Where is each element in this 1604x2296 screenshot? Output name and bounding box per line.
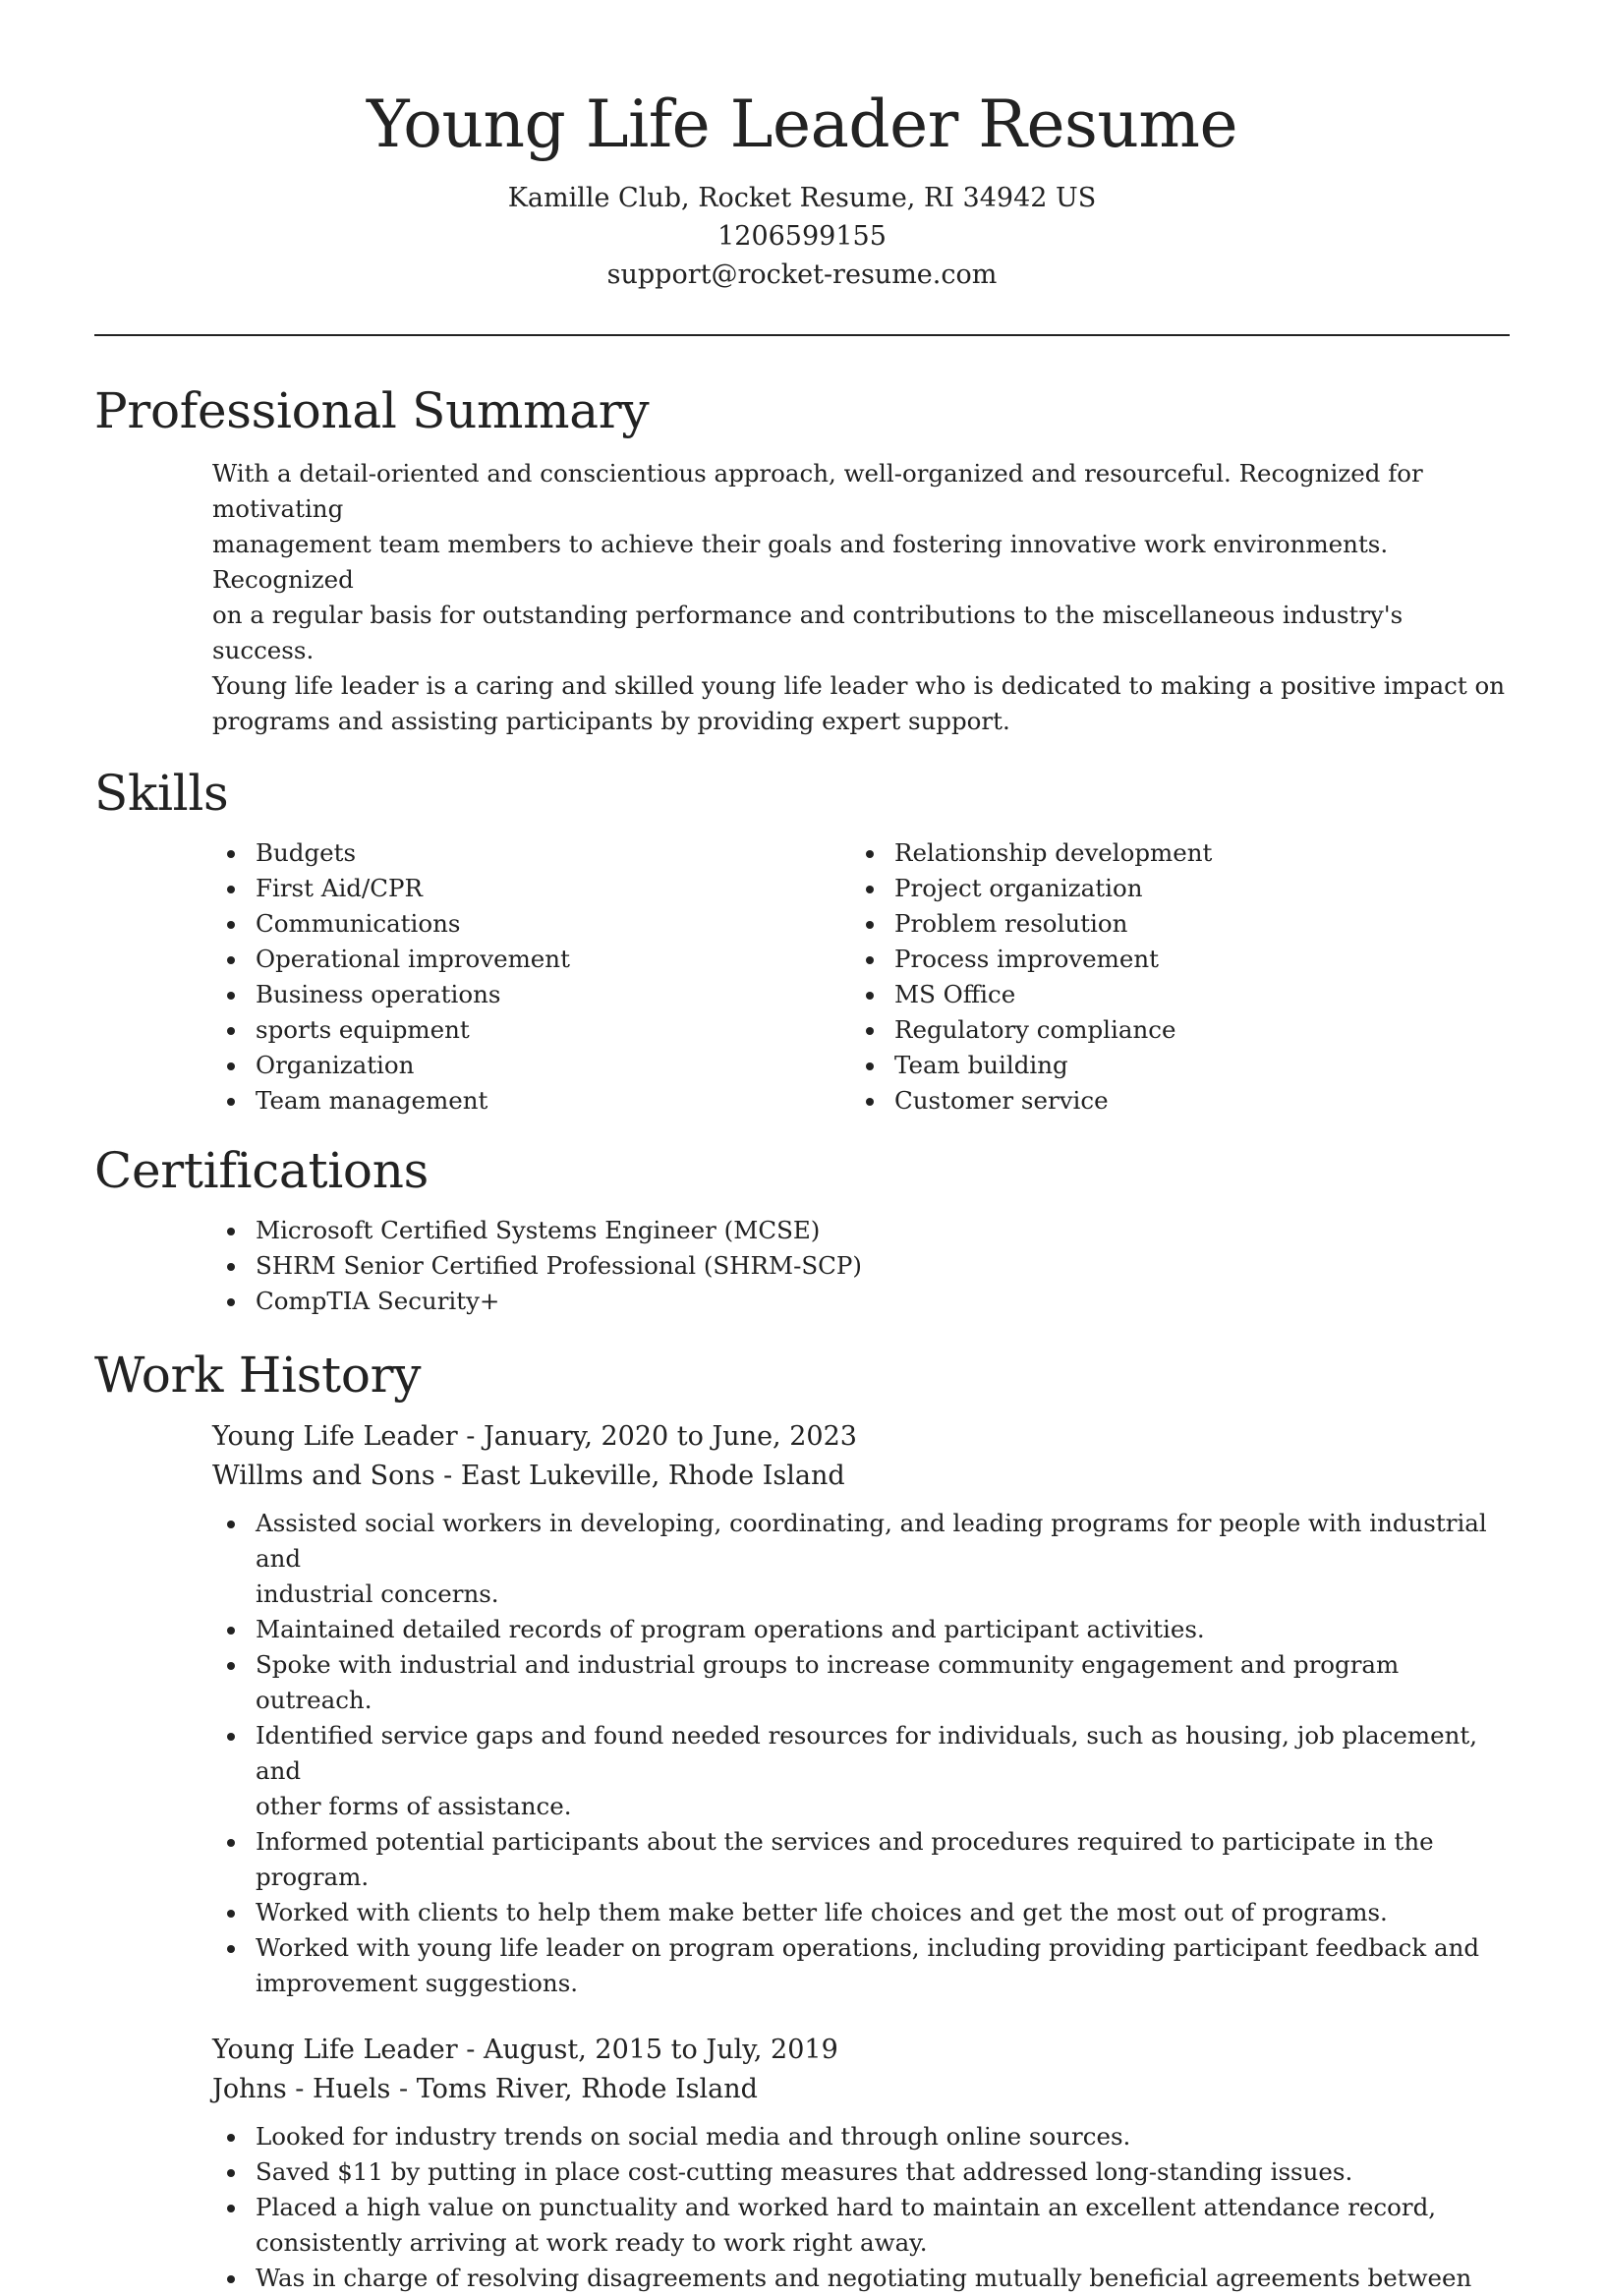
job-duty-item <box>256 1895 1510 1930</box>
certifications-list <box>0 1213 1604 1319</box>
skills-column-left <box>256 835 894 1119</box>
skill-item: Team management <box>256 1083 894 1119</box>
skill-item: Problem resolution <box>894 906 1533 942</box>
job-entry <box>0 2031 1604 2296</box>
job-duty-line: Identified service gaps and found needed resources for individuals, such as housing, job placement, and <box>256 1721 1478 1785</box>
job-duty-item <box>256 1506 1510 1612</box>
job-duty-item <box>256 1612 1510 1647</box>
job-duty-line: consistently arriving at work ready to work right away. <box>256 2228 928 2257</box>
job-duty-item <box>256 1824 1510 1895</box>
skill-item: Communications <box>256 906 894 942</box>
job-duty-line: Maintained detailed records of program operations and participant activities. <box>256 1615 1205 1643</box>
job-duty-item <box>256 2261 1510 2296</box>
job-company-location: Johns - Huels - Toms River, Rhode Island <box>212 2074 758 2104</box>
certification-item: CompTIA Security+ <box>256 1284 1604 1319</box>
skill-item: Relationship development <box>894 835 1533 871</box>
skills-grid <box>0 835 1604 1119</box>
job-duty-line: Placed a high value on punctuality and worked hard to maintain an excellent attendance record, <box>256 2193 1437 2221</box>
job-duty-item <box>256 1718 1510 1824</box>
skill-item: Business operations <box>256 977 894 1012</box>
job-duty-line: Saved $11 by putting in place cost-cutting measures that addressed long-standing issues. <box>256 2157 1353 2186</box>
work-history-section <box>0 1343 1604 2296</box>
job-entry <box>0 1417 1604 2001</box>
skill-item: Operational improvement <box>256 942 894 977</box>
job-duty-item <box>256 2190 1510 2261</box>
summary-line: programs and assisting participants by providing expert support. <box>212 707 1010 735</box>
job-duty-line: Worked with young life leader on program operations, including providing participant feedback and <box>256 1933 1480 1962</box>
summary-line: Young life leader is a caring and skilled young life leader who is dedicated to making a positive impact on <box>212 671 1505 700</box>
skill-item: Budgets <box>256 835 894 871</box>
summary-line: management team members to achieve their goals and fostering innovative work environments. Recognized <box>212 530 1389 594</box>
job-duty-item <box>256 2119 1510 2154</box>
certification-item: Microsoft Certified Systems Engineer (MCSE) <box>256 1213 1604 1248</box>
job-duty-item <box>256 1930 1510 2001</box>
skill-item: Customer service <box>894 1083 1533 1119</box>
section-heading-certifications: Certifications <box>94 1142 429 1199</box>
header-divider <box>94 334 1510 336</box>
job-duty-line: industrial concerns. <box>256 1579 499 1608</box>
job-duty-line: Spoke with industrial and industrial groups to increase community engagement and program outreach. <box>256 1650 1400 1714</box>
skill-item: Process improvement <box>894 942 1533 977</box>
certification-item: SHRM Senior Certified Professional (SHRM-SCP) <box>256 1248 1604 1284</box>
contact-email: support@rocket-resume.com <box>606 259 998 290</box>
section-heading-skills: Skills <box>94 765 229 822</box>
skills-column-right <box>894 835 1533 1119</box>
contact-address: Kamille Club, Rocket Resume, RI 34942 US <box>507 183 1097 213</box>
resume-header <box>0 0 1604 294</box>
job-title-dates: Young Life Leader - January, 2020 to June, 2023 <box>212 1421 857 1452</box>
summary-line: With a detail-oriented and conscientious approach, well-organized and resourceful. Recognized for motivating <box>212 459 1423 523</box>
section-heading-summary: Professional Summary <box>94 382 650 439</box>
contact-info <box>0 179 1604 294</box>
summary-line: on a regular basis for outstanding performance and contributions to the miscellaneous industry's success. <box>212 601 1404 664</box>
job-duty-item <box>256 2154 1510 2190</box>
page-title: Young Life Leader Resume <box>366 86 1238 162</box>
skill-item: Team building <box>894 1048 1533 1083</box>
summary-text <box>0 456 1604 739</box>
contact-phone: 1206599155 <box>717 221 887 252</box>
job-duty-line: other forms of assistance. <box>256 1792 572 1820</box>
job-duties-list <box>212 1506 1510 2001</box>
skill-item: Regulatory compliance <box>894 1012 1533 1048</box>
skill-item: First Aid/CPR <box>256 871 894 906</box>
skill-item: Project organization <box>894 871 1533 906</box>
section-heading-work-history: Work History <box>94 1347 422 1404</box>
skill-item: sports equipment <box>256 1012 894 1048</box>
skill-item: Organization <box>256 1048 894 1083</box>
job-duty-line: Assisted social workers in developing, coordinating, and leading programs for people with industrial and <box>256 1509 1487 1573</box>
summary-section <box>0 375 1604 739</box>
job-duty-line: Looked for industry trends on social media and through online sources. <box>256 2122 1131 2151</box>
job-duty-line: Was in charge of resolving disagreements and negotiating mutually beneficial agreements between <box>256 2264 1472 2292</box>
job-duties-list <box>212 2119 1510 2296</box>
job-duty-item <box>256 1647 1510 1718</box>
certifications-section <box>0 1138 1604 1319</box>
job-title-dates: Young Life Leader - August, 2015 to July, 2019 <box>212 2035 838 2065</box>
job-company-location: Willms and Sons - East Lukeville, Rhode Island <box>212 1461 845 1491</box>
skill-item: MS Office <box>894 977 1533 1012</box>
job-duty-line: Informed potential participants about the services and procedures required to participate in the program. <box>256 1827 1434 1891</box>
skills-section <box>0 761 1604 1119</box>
job-duty-line: improvement suggestions. <box>256 1969 579 1997</box>
job-duty-line: Worked with clients to help them make better life choices and get the most out of programs. <box>256 1898 1388 1926</box>
